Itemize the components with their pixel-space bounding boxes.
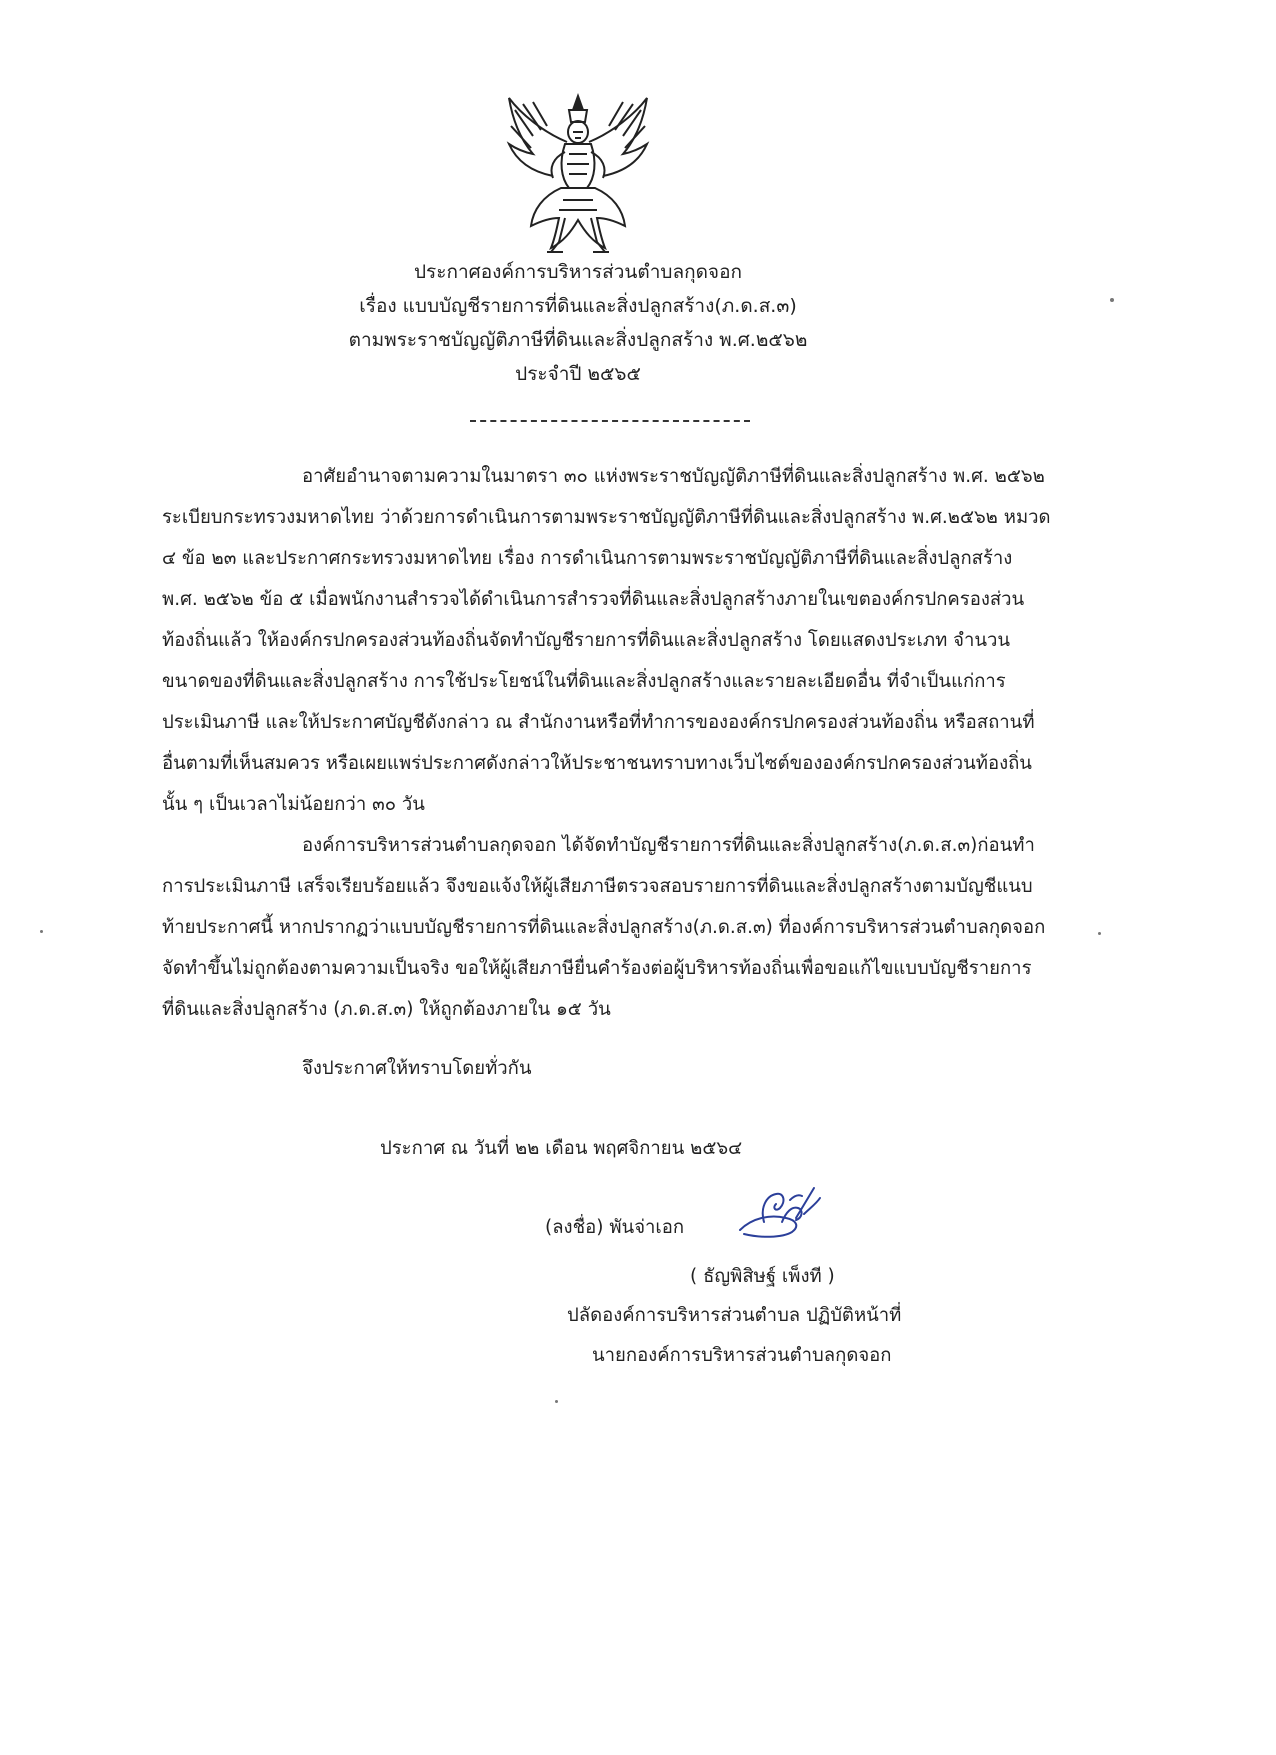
paragraph-line: ๔ ข้อ ๒๓ และประกาศกระทรวงมหาดไทย เรื่อง การดำเนินการตามพระราชบัญญัติภาษีที่ดินและสิ่งปลูกสร้าง bbox=[162, 548, 1013, 569]
closing-statement: จึงประกาศให้ทราบโดยทั่วกัน bbox=[302, 1058, 532, 1079]
paragraph-line: ประเมินภาษี และให้ประกาศบัญชีดังกล่าว ณ สำนักงานหรือที่ทำการขององค์กรปกครองส่วนท้องถิ่น หรือสถานที่ bbox=[162, 712, 1035, 733]
scan-speck bbox=[1098, 932, 1101, 935]
scan-speck bbox=[555, 1400, 558, 1403]
garuda-emblem-icon bbox=[503, 92, 653, 257]
paragraph-line: ขนาดของที่ดินและสิ่งปลูกสร้าง การใช้ประโยชน์ในที่ดินและสิ่งปลูกสร้างและรายละเอียดอื่น ที่จำเป็นแก่การ bbox=[162, 671, 1006, 692]
paragraph-notice bbox=[162, 825, 1067, 1030]
paragraph-line: ที่ดินและสิ่งปลูกสร้าง (ภ.ด.ส.๓) ให้ถูกต้องภายใน ๑๕ วัน bbox=[162, 999, 611, 1020]
paragraph-line: ท้องถิ่นแล้ว ให้องค์กรปกครองส่วนท้องถิ่นจัดทำบัญชีรายการที่ดินและสิ่งปลูกสร้าง โดยแสดงประเภท จำนวน bbox=[162, 630, 1011, 651]
announcement-subject: เรื่อง แบบบัญชีรายการที่ดินและสิ่งปลูกสร้าง(ภ.ด.ส.๓) bbox=[359, 295, 797, 317]
announcement-title: ประกาศองค์การบริหารส่วนตำบลกุดจอก bbox=[413, 261, 742, 283]
paragraph-authority bbox=[162, 456, 1067, 825]
heading-divider bbox=[470, 420, 750, 422]
scan-speck bbox=[1110, 298, 1114, 302]
paragraph-line: อาศัยอำนาจตามความในมาตรา ๓๐ แห่งพระราชบัญญัติภาษีที่ดินและสิ่งปลูกสร้าง พ.ศ. ๒๕๖๒ bbox=[302, 466, 1045, 487]
paragraph-line: ท้ายประกาศนี้ หากปรากฏว่าแบบบัญชีรายการที่ดินและสิ่งปลูกสร้าง(ภ.ด.ส.๓) ที่องค์การบริหารส่วนตำบลกุดจอก bbox=[162, 917, 1046, 938]
paragraph-line: การประเมินภาษี เสร็จเรียบร้อยแล้ว จึงขอแจ้งให้ผู้เสียภาษีตรวจสอบรายการที่ดินและสิ่งปลูกสร้างตามบัญชีแนบ bbox=[162, 876, 1033, 897]
paragraph-line: จัดทำขึ้นไม่ถูกต้องตามความเป็นจริง ขอให้ผู้เสียภาษียื่นคำร้องต่อผู้บริหารท้องถิ่นเพื่อขอแก้ไขแบบบัญชีรายการ bbox=[162, 958, 1032, 979]
handwritten-signature-icon bbox=[730, 1178, 825, 1248]
scan-speck bbox=[40, 930, 43, 933]
paragraph-line: อื่นตามที่เห็นสมควร หรือเผยแพร่ประกาศดังกล่าวให้ประชาชนทราบทางเว็บไซต์ขององค์กรปกครองส่วนท้องถิ่น bbox=[162, 753, 1032, 774]
paragraph-line: องค์การบริหารส่วนตำบลกุดจอก ได้จัดทำบัญชีรายการที่ดินและสิ่งปลูกสร้าง(ภ.ด.ส.๓)ก่อนทำ bbox=[302, 835, 1035, 856]
announcement-heading bbox=[300, 255, 856, 391]
paragraph-line: นั้น ๆ เป็นเวลาไม่น้อยกว่า ๓๐ วัน bbox=[162, 794, 425, 815]
announcement-year: ประจำปี ๒๕๖๕ bbox=[515, 363, 641, 385]
announcement-date: ประกาศ ณ วันที่ ๒๒ เดือน พฤศจิกายน ๒๕๖๔ bbox=[380, 1138, 743, 1159]
paragraph-line: ระเบียบกระทรวงมหาดไทย ว่าด้วยการดำเนินการตามพระราชบัญญัติภาษีที่ดินและสิ่งปลูกสร้าง พ.ศ.๒๕๖๒ หมวด bbox=[162, 507, 1051, 528]
signer-name: ( ธัญพิสิษฐ์ เพ็งที ) bbox=[690, 1266, 835, 1287]
announcement-law: ตามพระราชบัญญัติภาษีที่ดินและสิ่งปลูกสร้าง พ.ศ.๒๕๖๒ bbox=[348, 329, 808, 351]
signer-acting-position: นายกองค์การบริหารส่วนตำบลกุดจอก bbox=[592, 1345, 892, 1366]
signer-position: ปลัดองค์การบริหารส่วนตำบล ปฏิบัติหน้าที่ bbox=[567, 1305, 902, 1326]
paragraph-line: พ.ศ. ๒๕๖๒ ข้อ ๕ เมื่อพนักงานสำรวจได้ดำเนินการสำรวจที่ดินและสิ่งปลูกสร้างภายในเขตองค์กรปกครองส่วน bbox=[162, 589, 1025, 610]
signed-label: (ลงชื่อ) พันจ่าเอก bbox=[545, 1217, 685, 1238]
